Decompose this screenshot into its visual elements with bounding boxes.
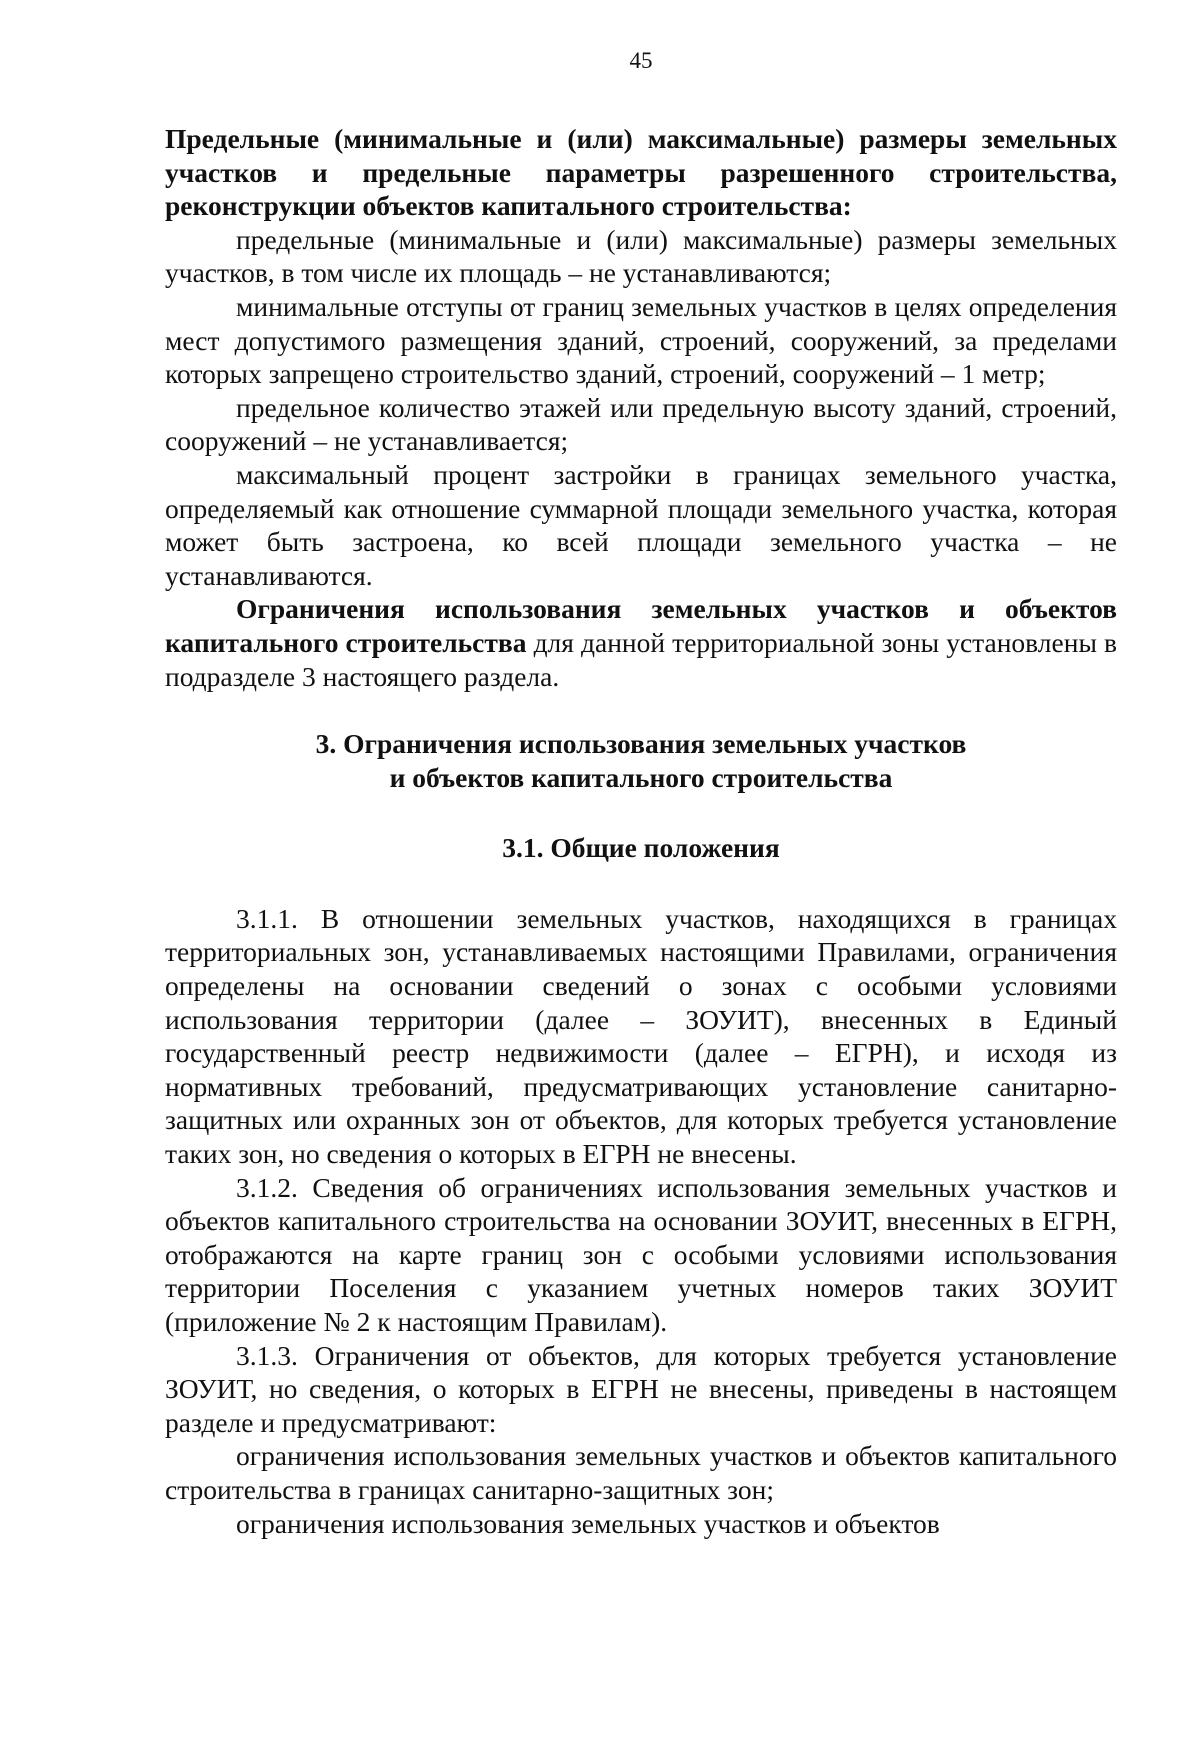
paragraph-3-1-2: 3.1.2. Сведения об ограничениях использования земельных участков и объектов капитального строительства на основании ЗОУИТ, внесенных в ЕГРН, отображаются на карте границ зон с особыми условиями использования территории Поселения с указанием учетных номеров таких ЗОУИТ (приложение № 2 к настоящим Правилам). bbox=[165, 1171, 1117, 1337]
restrictions-note-rest: для данной территориальной зоны установлены в подразделе 3 настоящего раздела. bbox=[165, 626, 1117, 692]
restriction-item-sanitary-zones: ограничения использования земельных участков и объектов капитального строительства в границах санитарно-защитных зон; bbox=[165, 1440, 1117, 1505]
page-number: 45 bbox=[629, 48, 653, 73]
limits-heading: Предельные (минимальные и (или) максимальные) размеры земельных участков и предельные параметры разрешенного строительства, реконструкции объектов капитального строительства: bbox=[165, 123, 1117, 222]
restriction-item-continued: ограничения использования земельных участков и объектов bbox=[236, 1507, 940, 1539]
paragraph-3-1-3: 3.1.3. Ограничения от объектов, для которых требуется установление ЗОУИТ, но сведения, о которых в ЕГРН не внесены, приведены в настоящем разделе и предусматривают: bbox=[165, 1339, 1117, 1438]
limit-item-coverage: максимальный процент застройки в границах земельного участка, определяемый как отношение суммарной площади земельного участка, которая может быть застроена, ко всей площади земельного участка – не устанавливаются. bbox=[165, 458, 1117, 591]
section-title bbox=[165, 727, 1117, 794]
paragraph-3-1-1: 3.1.1. В отношении земельных участков, находящихся в границах территориальных зон, устанавливаемых настоящими Правилами, ограничения определены на основании сведений о зонах с особыми условиями использования территории (далее – ЗОУИТ), внесенных в Единый государственный реестр недвижимости (далее – ЕГРН), и исходя из нормативных требований, предусматривающих установление санитарно-защитных или охранных зон от объектов, для которых требуется установление таких зон, но сведения о которых в ЕГРН не внесены. bbox=[165, 902, 1117, 1170]
subsection-title: 3.1. Общие положения bbox=[502, 832, 780, 864]
limit-item-area: предельные (минимальные и (или) максимальные) размеры земельных участков, в том числе их площадь – не устанавливаются; bbox=[165, 223, 1117, 289]
section-title-line-1: 3. Ограничения использования земельных участков bbox=[315, 728, 967, 760]
restrictions-note bbox=[165, 592, 1117, 693]
section-title-line-2: и объектов капитального строительства bbox=[389, 761, 893, 793]
restrictions-note-bold: Ограничения использования земельных участков и объектов капитального строительства bbox=[165, 593, 1117, 658]
limit-item-setbacks: минимальные отступы от границ земельных участков в целях определения мест допустимого размещения зданий, строений, сооружений, за пределами которых запрещено строительство зданий, строений, сооружений – 1 метр; bbox=[165, 290, 1117, 390]
limit-item-floors: предельное количество этажей или предельную высоту зданий, строений, сооружений – не устанавливается; bbox=[165, 391, 1117, 457]
